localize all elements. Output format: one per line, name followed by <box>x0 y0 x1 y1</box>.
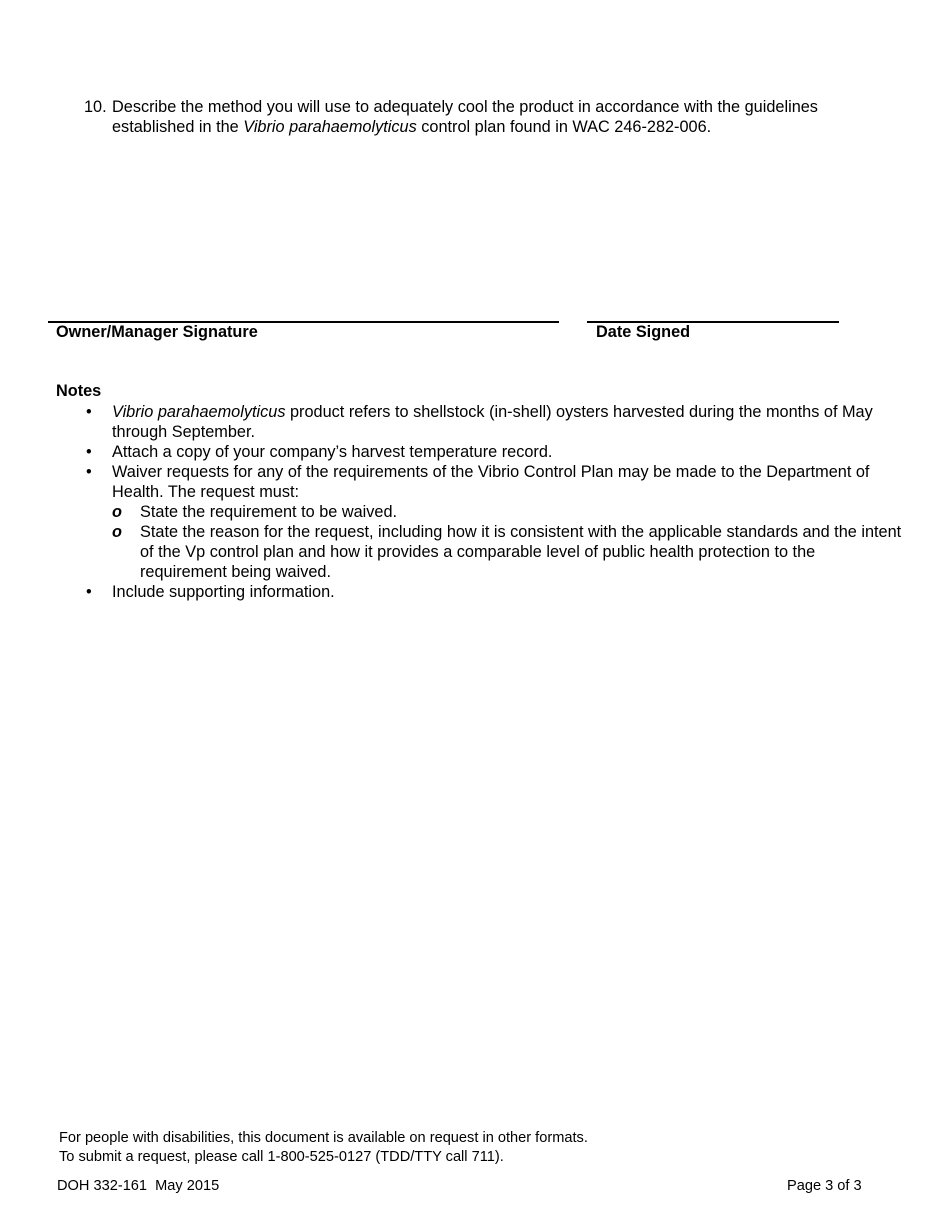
question-10 <box>84 97 874 137</box>
list-item <box>84 442 904 462</box>
sub-list-item <box>84 522 904 582</box>
sub-note-text: State the requirement to be waived. <box>140 503 398 521</box>
question-text-part: Describe the method you will use to adequately cool the product in accordance with the guidelines established in the <box>112 98 818 136</box>
bullet-icon: • <box>86 463 92 481</box>
species-name: Vibrio parahaemolyticus <box>243 118 417 136</box>
list-item <box>84 582 904 602</box>
notes-list <box>84 402 904 602</box>
species-name: Vibrio parahaemolyticus <box>112 403 286 421</box>
page-number: Page 3 of 3 <box>787 1178 862 1194</box>
sub-list-container <box>84 502 904 582</box>
bullet-icon: • <box>86 443 92 461</box>
sub-list-item <box>84 502 904 522</box>
note-text: Waiver requests for any of the requirements of the Vibrio Control Plan may be made to the Department of Health. The request must: <box>112 463 870 501</box>
sub-list <box>84 502 904 582</box>
question-number: 10. <box>84 98 107 116</box>
sub-bullet-icon: o <box>112 503 122 521</box>
document-id: DOH 332-161 May 2015 <box>57 1178 220 1194</box>
date-signed-label: Date Signed <box>596 323 691 341</box>
sub-bullet-icon: o <box>112 523 122 541</box>
bullet-icon: • <box>86 403 92 421</box>
note-text: Attach a copy of your company’s harvest temperature record. <box>112 443 553 461</box>
list-item <box>84 402 904 442</box>
sub-note-text: State the reason for the request, including how it is consistent with the applicable standards and the intent of the Vp control plan and how it provides a comparable level of public health protection to the requirement being waived. <box>140 523 902 581</box>
question-text <box>112 97 874 137</box>
accessibility-line-2: To submit a request, please call 1-800-525-0127 (TDD/TTY call 711). <box>59 1149 504 1165</box>
notes-heading: Notes <box>56 382 102 400</box>
accessibility-line-1: For people with disabilities, this document is available on request in other formats. <box>59 1130 588 1146</box>
bullet-icon: • <box>86 583 92 601</box>
question-text-part: control plan found in WAC 246-282-006. <box>416 118 712 136</box>
note-text: product refers to shellstock (in-shell) oysters harvested during the months of May through September. <box>112 403 873 441</box>
list-item <box>84 462 904 502</box>
owner-signature-label: Owner/Manager Signature <box>56 323 258 341</box>
note-text: Include supporting information. <box>112 583 335 601</box>
